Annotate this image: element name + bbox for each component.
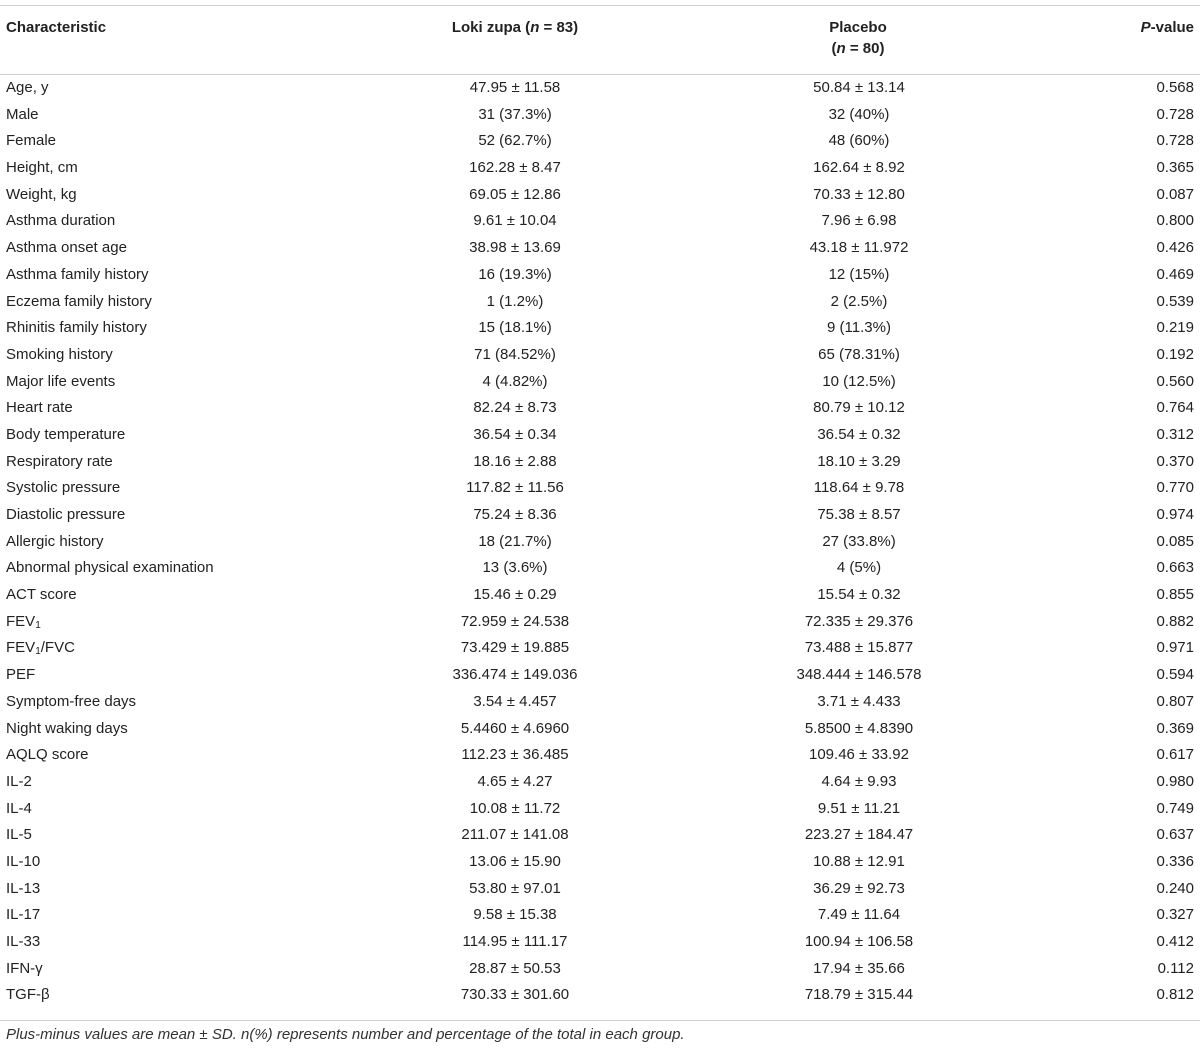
cell-placebo: 10.88 ± 12.91 xyxy=(813,852,905,870)
table-row xyxy=(0,982,1200,1009)
table-row xyxy=(0,315,1200,342)
cell-p-value: 0.971 xyxy=(1156,639,1194,657)
cell-loki-zupa: 114.95 ± 111.17 xyxy=(462,933,568,950)
cell-characteristic: $FEV_1$/FVC xyxy=(6,639,75,658)
table-body xyxy=(0,75,1200,1009)
cell-placebo: 70.33 ± 12.80 xyxy=(813,185,905,203)
cell-characteristic: Age, y xyxy=(6,79,49,96)
cell-loki-zupa: 38.98 ± 13.69 xyxy=(469,239,561,257)
table-row xyxy=(0,609,1200,636)
cell-p-value: 0.085 xyxy=(1156,532,1194,550)
table-page xyxy=(0,5,1200,1052)
cell-p-value: 0.855 xyxy=(1156,586,1194,604)
cell-characteristic: $FEV_1$ xyxy=(6,612,41,631)
table-row xyxy=(0,769,1200,796)
cell-placebo: 72.335 ± 29.376 xyxy=(804,612,914,630)
table-row xyxy=(0,395,1200,422)
table-row xyxy=(0,956,1200,983)
cell-p-value: 0.539 xyxy=(1156,292,1194,310)
cell-p-value: 0.800 xyxy=(1156,212,1194,230)
cell-p-value: 0.336 xyxy=(1156,852,1194,870)
cell-characteristic: Asthma family history xyxy=(6,265,149,283)
cell-p-value: 0.327 xyxy=(1156,906,1194,924)
cell-placebo: 75.38 ± 8.57 xyxy=(817,506,901,523)
cell-p-value: 0.812 xyxy=(1156,986,1194,1004)
cell-placebo: 162.64 ± 8.92 xyxy=(813,159,905,177)
cell-placebo: 118.64 ± 9.78 xyxy=(813,479,905,497)
cell-characteristic: IL-13 xyxy=(6,879,41,897)
cell-characteristic: Abnormal physical examination xyxy=(6,559,214,577)
cell-placebo: 80.79 ± 10.12 xyxy=(813,399,905,417)
cell-loki-zupa: 15 (18.1%) xyxy=(478,319,552,337)
cell-p-value: 0.807 xyxy=(1156,692,1194,710)
cell-p-value: 0.365 xyxy=(1156,159,1194,177)
table-row xyxy=(0,182,1200,209)
cell-characteristic: Asthma duration xyxy=(6,212,116,230)
cell-placebo: 18.10 ± 3.29 xyxy=(817,452,901,470)
cell-loki-zupa: 9.58 ± 15.38 xyxy=(473,906,557,924)
table-row xyxy=(0,929,1200,956)
cell-characteristic: Weight, kg xyxy=(6,185,77,203)
cell-characteristic: Height, cm xyxy=(6,159,78,177)
cell-loki-zupa: 10.08 ± 11.72 xyxy=(469,799,561,817)
cell-placebo: 17.94 ± 35.66 xyxy=(813,959,905,977)
cell-characteristic: Smoking history xyxy=(6,345,113,363)
cell-characteristic: PEF xyxy=(6,666,36,684)
cell-p-value: 0.469 xyxy=(1156,265,1194,283)
cell-p-value: 0.764 xyxy=(1156,399,1194,417)
table-row xyxy=(0,822,1200,849)
cell-placebo: 3.71 ± 4.433 xyxy=(817,692,901,710)
table-row xyxy=(0,235,1200,262)
cell-loki-zupa: 47.95 ± 11.58 xyxy=(469,79,561,96)
cell-placebo: 4 (5%) xyxy=(836,559,882,577)
header-p-value: P-value xyxy=(1140,19,1194,36)
cell-characteristic: IL-10 xyxy=(6,852,41,870)
table-row xyxy=(0,449,1200,476)
cell-characteristic: Major life events xyxy=(6,372,116,390)
cell-placebo: 48 (60%) xyxy=(828,132,890,150)
table-row xyxy=(0,422,1200,449)
cell-p-value: 0.560 xyxy=(1156,372,1194,390)
cell-characteristic: Eczema family history xyxy=(6,292,152,310)
cell-loki-zupa: 75.24 ± 8.36 xyxy=(473,506,557,523)
table-row xyxy=(0,342,1200,369)
cell-p-value: 0.974 xyxy=(1156,506,1194,523)
cell-characteristic: Diastolic pressure xyxy=(6,506,126,523)
cell-loki-zupa: 13.06 ± 15.90 xyxy=(469,852,561,870)
cell-loki-zupa: 13 (3.6%) xyxy=(482,559,548,577)
table-row xyxy=(0,582,1200,609)
table-row xyxy=(0,902,1200,929)
table-row xyxy=(0,529,1200,556)
table-row xyxy=(0,742,1200,769)
cell-placebo: 5.8500 ± 4.8390 xyxy=(804,719,914,737)
cell-loki-zupa: 31 (37.3%) xyxy=(478,105,552,123)
cell-loki-zupa: 16 (19.3%) xyxy=(478,265,552,283)
table-header xyxy=(0,5,1200,75)
table-row xyxy=(0,876,1200,903)
cell-placebo: 50.84 ± 13.14 xyxy=(813,79,905,96)
table-row xyxy=(0,796,1200,823)
cell-characteristic: ACT score xyxy=(6,586,77,604)
cell-characteristic: Body temperature xyxy=(6,425,126,443)
cell-p-value: 0.663 xyxy=(1156,559,1194,577)
cell-p-value: 0.426 xyxy=(1156,239,1194,257)
cell-characteristic: Night waking days xyxy=(6,719,128,737)
cell-placebo: 7.96 ± 6.98 xyxy=(821,212,897,230)
cell-characteristic: IFN-γ xyxy=(6,959,43,977)
cell-loki-zupa: 5.4460 ± 4.6960 xyxy=(460,719,570,737)
cell-characteristic: Symptom-free days xyxy=(6,692,137,710)
cell-p-value: 0.312 xyxy=(1156,425,1194,443)
table-row xyxy=(0,289,1200,316)
header-placebo: Placebo (n = 80) xyxy=(829,19,887,57)
cell-p-value: 0.370 xyxy=(1156,452,1194,470)
cell-loki-zupa: 36.54 ± 0.34 xyxy=(473,425,557,443)
cell-p-value: 0.594 xyxy=(1156,666,1194,684)
cell-placebo: 32 (40%) xyxy=(828,105,890,123)
cell-p-value: 0.728 xyxy=(1156,105,1194,123)
cell-loki-zupa: 69.05 ± 12.86 xyxy=(469,185,561,203)
table-row xyxy=(0,716,1200,743)
cell-characteristic: Rhinitis family history xyxy=(6,319,147,337)
cell-characteristic: Respiratory rate xyxy=(6,452,113,470)
cell-loki-zupa: 117.82 ± 11.56 xyxy=(466,479,564,497)
table-row xyxy=(0,369,1200,396)
cell-loki-zupa: 336.474 ± 149.036 xyxy=(452,666,578,684)
cell-loki-zupa: 52 (62.7%) xyxy=(478,132,552,150)
cell-characteristic: Female xyxy=(6,132,57,150)
cell-p-value: 0.728 xyxy=(1156,132,1194,150)
cell-placebo: 73.488 ± 15.877 xyxy=(804,639,914,657)
cell-loki-zupa: 18 (21.7%) xyxy=(478,532,552,550)
cell-placebo: 223.27 ± 184.47 xyxy=(804,826,914,844)
cell-placebo: 9 (11.3%) xyxy=(827,319,891,337)
cell-loki-zupa: 3.54 ± 4.457 xyxy=(473,692,557,710)
cell-characteristic: IL-4 xyxy=(6,799,32,817)
cell-placebo: 2 (2.5%) xyxy=(830,292,888,310)
table-footnote: Plus-minus values are mean ± SD. n(%) represents number and percentage of the total in each group. xyxy=(6,1026,685,1043)
cell-characteristic: AQLQ score xyxy=(6,746,89,764)
cell-placebo: 109.46 ± 33.92 xyxy=(809,746,909,764)
cell-loki-zupa: 162.28 ± 8.47 xyxy=(469,159,561,177)
cell-loki-zupa: 1 (1.2%) xyxy=(486,292,544,310)
cell-p-value: 0.637 xyxy=(1156,826,1194,844)
cell-characteristic: TGF-β xyxy=(6,986,50,1004)
cell-loki-zupa: 73.429 ± 19.885 xyxy=(460,639,570,657)
table-row xyxy=(0,635,1200,662)
cell-placebo: 348.444 ± 146.578 xyxy=(796,666,922,684)
table-row xyxy=(0,849,1200,876)
cell-placebo: 10 (12.5%) xyxy=(822,372,896,390)
cell-characteristic: Systolic pressure xyxy=(6,479,121,497)
cell-p-value: 0.617 xyxy=(1156,746,1194,764)
header-characteristic: Characteristic xyxy=(6,19,107,36)
cell-characteristic: Male xyxy=(6,105,39,123)
cell-characteristic: IL-17 xyxy=(6,906,41,924)
cell-p-value: 0.240 xyxy=(1156,879,1194,897)
cell-placebo: 43.18 ± 11.972 xyxy=(809,239,909,257)
cell-characteristic: IL-2 xyxy=(6,772,32,790)
cell-loki-zupa: 112.23 ± 36.485 xyxy=(461,746,569,764)
cell-p-value: 0.192 xyxy=(1156,345,1194,363)
cell-placebo: 100.94 ± 106.58 xyxy=(804,933,914,950)
cell-loki-zupa: 730.33 ± 301.60 xyxy=(460,986,570,1004)
cell-placebo: 12 (15%) xyxy=(828,265,890,283)
table-row xyxy=(0,475,1200,502)
cell-placebo: 9.51 ± 11.21 xyxy=(817,799,901,817)
cell-p-value: 0.882 xyxy=(1156,612,1194,630)
table-row xyxy=(0,128,1200,155)
cell-p-value: 0.087 xyxy=(1156,185,1194,203)
cell-placebo: 36.54 ± 0.32 xyxy=(817,425,901,443)
table-row xyxy=(0,208,1200,235)
cell-p-value: 0.770 xyxy=(1156,479,1194,497)
cell-loki-zupa: 28.87 ± 50.53 xyxy=(469,959,561,977)
cell-p-value: 0.219 xyxy=(1156,319,1194,337)
cell-p-value: 0.369 xyxy=(1156,719,1194,737)
cell-placebo: 4.64 ± 9.93 xyxy=(821,772,897,790)
cell-loki-zupa: 4 (4.82%) xyxy=(482,372,548,390)
cell-characteristic: IL-33 xyxy=(6,933,41,950)
cell-placebo: 27 (33.8%) xyxy=(822,532,896,550)
cell-p-value: 0.112 xyxy=(1157,959,1194,977)
table-row xyxy=(0,102,1200,129)
cell-characteristic: Allergic history xyxy=(6,532,104,550)
cell-loki-zupa: 53.80 ± 97.01 xyxy=(469,879,561,897)
header-loki-zupa: Loki zupa (n = 83) xyxy=(451,19,579,36)
table-bottom-rule xyxy=(0,1020,1200,1021)
cell-p-value: 0.749 xyxy=(1156,799,1194,817)
cell-loki-zupa: 9.61 ± 10.04 xyxy=(473,212,557,230)
cell-characteristic: Asthma onset age xyxy=(6,239,127,257)
table-row xyxy=(0,555,1200,582)
cell-placebo: 718.79 ± 315.44 xyxy=(804,986,914,1004)
cell-p-value: 0.568 xyxy=(1156,79,1194,96)
table-row xyxy=(0,155,1200,182)
cell-placebo: 36.29 ± 92.73 xyxy=(813,879,905,897)
cell-p-value: 0.980 xyxy=(1156,772,1194,790)
table-row xyxy=(0,689,1200,716)
table-row xyxy=(0,662,1200,689)
cell-characteristic: IL-5 xyxy=(6,826,32,844)
cell-loki-zupa: 15.46 ± 0.29 xyxy=(473,586,557,604)
table-row xyxy=(0,262,1200,289)
cell-loki-zupa: 18.16 ± 2.88 xyxy=(473,452,557,470)
cell-characteristic: Heart rate xyxy=(6,399,73,417)
cell-placebo: 15.54 ± 0.32 xyxy=(817,586,901,604)
cell-placebo: 7.49 ± 11.64 xyxy=(817,906,901,924)
cell-loki-zupa: 71 (84.52%) xyxy=(474,345,556,363)
table-row xyxy=(0,502,1200,529)
cell-loki-zupa: 82.24 ± 8.73 xyxy=(473,399,557,417)
cell-loki-zupa: 211.07 ± 141.08 xyxy=(461,826,569,844)
cell-loki-zupa: 72.959 ± 24.538 xyxy=(460,612,570,630)
cell-placebo: 65 (78.31%) xyxy=(818,345,900,363)
cell-loki-zupa: 4.65 ± 4.27 xyxy=(477,772,553,790)
table-row xyxy=(0,75,1200,102)
cell-p-value: 0.412 xyxy=(1156,933,1194,950)
